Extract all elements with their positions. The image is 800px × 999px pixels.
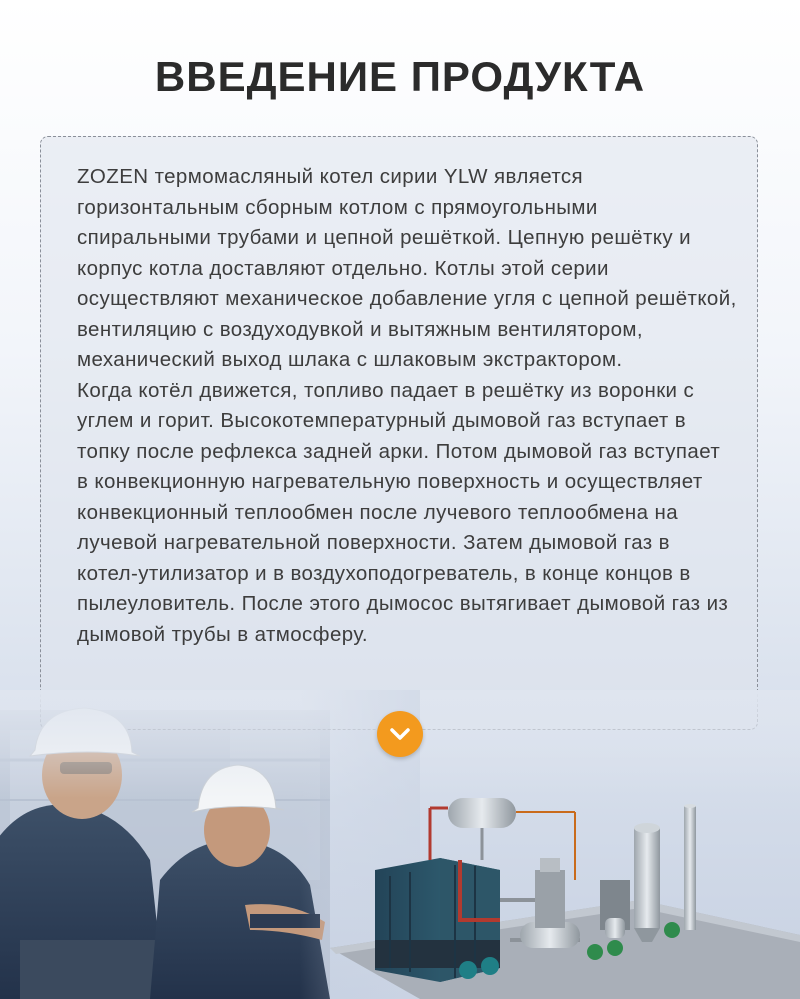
- chimney: [684, 804, 696, 930]
- description-paragraph-1: ZOZEN термомасляный котел сирии YLW является горизонтальным сборным котлом с прямоугольными спиральными трубами и цепной решёткой. Цепную решётку и корпус котла доставляют отдельно. Котлы этой серии осуществляют механическое добавление угля с цепной решёткой, вентиляцию с воздуходувкой и вытяжным вентилятором, механический выход шлака с шлаковым экстрактором.: [77, 165, 737, 371]
- heat-exchanger: [535, 870, 565, 928]
- scroll-down-button[interactable]: [377, 711, 423, 757]
- product-description-box: [40, 136, 758, 730]
- chevron-down-icon: [389, 727, 411, 741]
- description-paragraph-2: Когда котёл движется, топливо падает в решётку из воронки с углем и горит. Высокотемпературный дымовой газ вступает в топку после рефлекса задней арки. Потом дымовой газ вступает в конвекционную нагревательную поверхность и осуществляет конвекционный теплообмен после лучевого теплообмена на лучевой нагревательной поверхности. Затем дымовой газ в котел-утилизатор и в воздухоподогреватель, в конце концов в пылеуловитель. После этого дымосос вытягивает дымовой газ из дымовой трубы в атмосферу.: [77, 378, 729, 646]
- page-title: ВВЕДЕНИЕ ПРОДУКТА: [154, 53, 646, 100]
